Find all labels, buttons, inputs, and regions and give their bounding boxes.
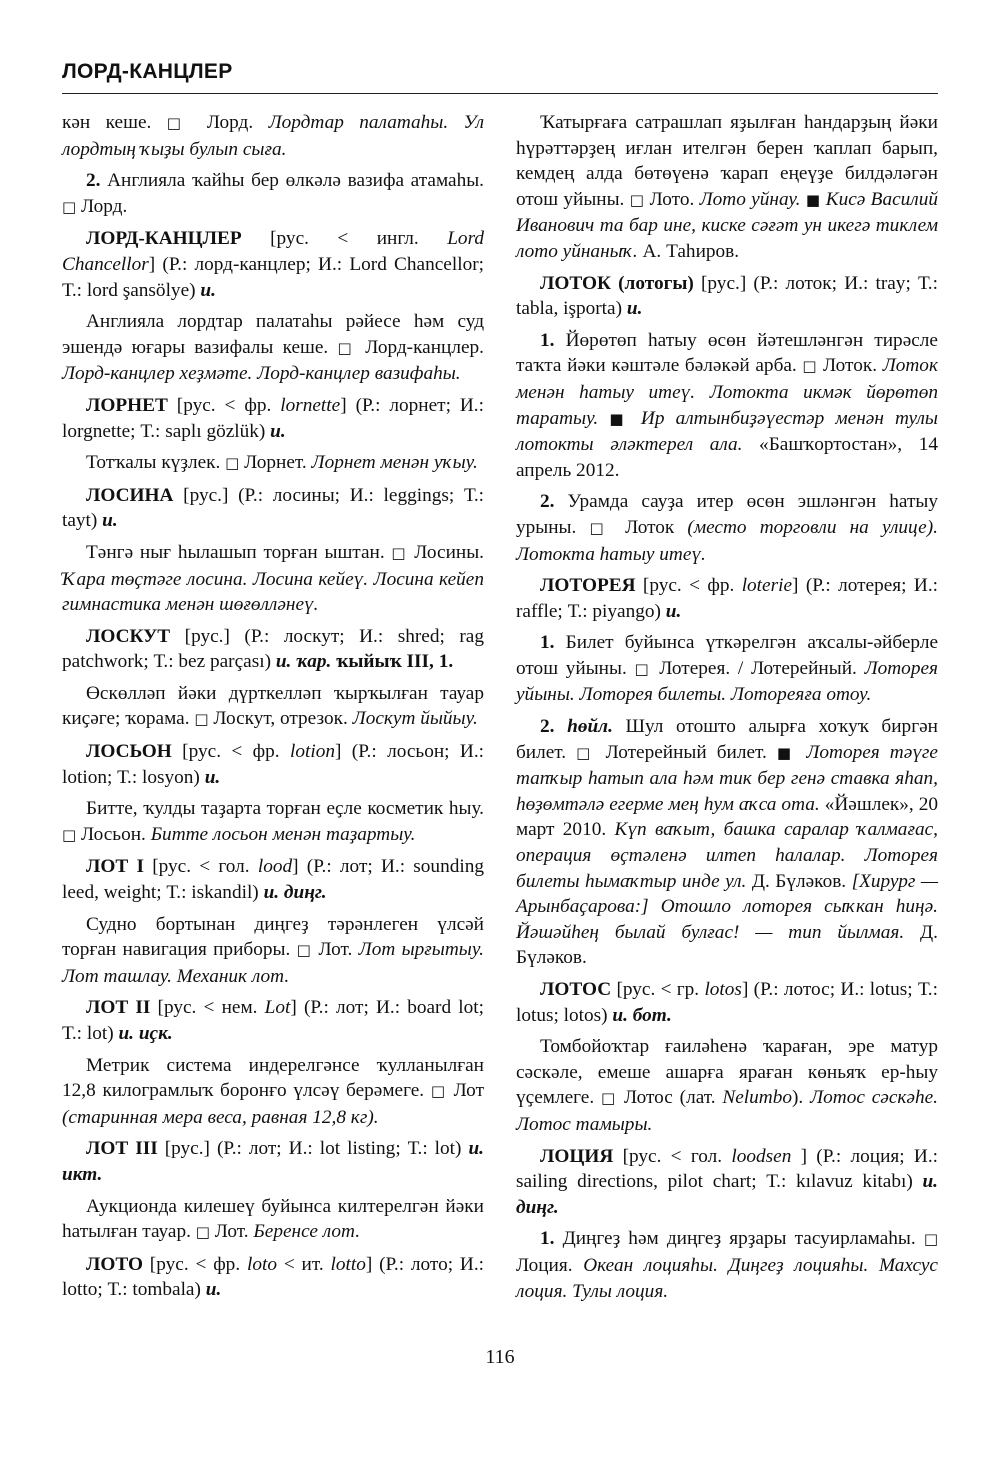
box-symbol: □ [194, 710, 209, 729]
headword: ЛОСИНА [86, 484, 174, 506]
box-symbol: □ [923, 1230, 938, 1249]
running-head: ЛОРД-КАНЦЛЕР [62, 60, 233, 83]
sense-1: 1. Билет буйынса үткәрелгән аҡсалы-әйберле отош уйыны. □ Лотерея. / Лотерейный. Лоторея уйыны. Лоторея билеты. Лотореяға отоу. [516, 632, 938, 706]
sense-1: 1. Диңгеҙ һәм диңгеҙ ярҙары тасуирламаһы. □ Лоция. Океан лоцияһы. Диңгеҙ лоцияһы. Махсус лоция. Тулы лоция. [516, 1228, 938, 1302]
box-symbol: □ [589, 518, 612, 537]
definition: Ҡатырғаға сатрашлап яҙылған һандарҙың йәки һүрәттәрҙең иғлан ителгән берен ҡаплап барып, кемдең алда бөтөүенә ҡарап еңеүҙе билдәләгән отош уйыны. □ Лото. Лото уйнау. ■ Кисә Василий Иванович та бар ине, киске сәғәт ун икегә тиклем лото уйнаныҡ. А. Таһиров. [516, 112, 938, 262]
sense-1: 1. Йөрөтөп һатыу өсөн йәтешләнгән тирәсле таҡта йәки кәштәле бәләкәй арба. □ Лоток. Лоток менән һатыу итеү. Лотокта икмәк йөрөтөп таратыу. ■ Ир алтынбиҙәүестәр менән тулы лотокты әләктерел ала. «Башҡортостан», 14 апрель 2012. [516, 329, 938, 481]
headword: ЛОТ I [86, 856, 144, 878]
entry-lot-1: ЛОТ I [рус. < гол. lood] (Р.: лот; И.: sounding leed, weight; Т.: iskandil) и. диңг. [62, 856, 484, 904]
definition: Битте, ҡулды таҙарта торған еҫле косметик һыу. □ Лосьон. Битте лосьон менән таҙартыу. [62, 798, 484, 845]
headword: ЛОТ II [86, 997, 151, 1019]
definition: Англияла лордтар палатаһы рәйесе һәм суд эшендә юғары вазифалы кеше. □ Лорд-канцлер. Лорд-канцлер хеҙмәте. Лорд-канцлер вазифаһы. [62, 311, 484, 385]
headword: ЛОРНЕТ [86, 394, 168, 416]
headword: ЛОТОК (лотогы) [540, 272, 694, 294]
entry-lord-kantsler: ЛОРД-КАНЦЛЕР [рус. < ингл. Lord Chancellor] (Р.: лорд-канцлер; И.: Lord Chancellor; Т.: lord şansölye) и. [62, 228, 484, 301]
entry-lotsiya: ЛОЦИЯ [рус. < гол. loodsen ] (Р.: лоция; И.: sailing directions, pilot chart; Т.: kılavuz kitabı) и. диңг. [516, 1145, 938, 1218]
sense-2: 2. Урамда сауҙа итер өсөн эшләнгән һатыу урыны. □ Лоток (место торговли на улице). Лотокта һатыу итеү. [516, 491, 938, 565]
headword: ЛОСКУТ [86, 625, 171, 647]
sense-2: 2. Англияла ҡайһы бер өлкәлә вазифа атамаһы. □ Лорд. [62, 170, 484, 217]
page-number: 116 [485, 1346, 515, 1368]
entry-loskut: ЛОСКУТ [рус.] (Р.: лоскут; И.: shred; rag patchwork; Т.: bez parçası) и. ҡар. ҡыйыҡ III, 1. [62, 625, 484, 673]
entry-losina: ЛОСИНА [рус.] (Р.: лосины; И.: leggings; Т.: tayt) и. [62, 484, 484, 532]
headword: ЛОТ III [86, 1138, 158, 1160]
entry-text: кән кеше. □ Лорд. Лордтар палатаһы. Ул лордтың ҡыҙы булып сыға. [62, 112, 484, 160]
headword: ЛОСЬОН [86, 741, 172, 763]
headword: ЛОТОРЕЯ [540, 575, 636, 597]
square-symbol: ■ [776, 743, 797, 762]
box-symbol: □ [62, 197, 77, 216]
entry-loto: ЛОТО [рус. < фр. loto < ит. lotto] (Р.: лото; И.: lotto; Т.: tombala) и. [62, 1253, 485, 1301]
left-column [62, 110, 484, 1309]
right-column [516, 110, 938, 1310]
definition: Судно бортынан диңгеҙ тәрәнлеген үлсәй торған навигация приборы. □ Лот. Лот ырғытыу. Лот ташлау. Механик лот. [62, 913, 484, 987]
headword: ЛОТОС [540, 979, 612, 1000]
sense-2: 2. һөйл. Шул отошто алырға хоҡуҡ биргән билет. □ Лотерейный билет. ■ Лоторея тәүге тапҡыр һатып ала һәм тик бер генә ставка яһап, һөҙөмтәлә егерме мең һум аҡса ота. «Йәшлек», 20 март 2010. Күп ваҡыт, башка саралар ҡалмағас, операция өҫтәленә илтеп һалалар. Лоторея билеты һымаҡтыр инде ул. Д. Бүләков. [Хирург — Арынбаҫарова:] Отошло лоторея сыҡкан һиңә. Йәшәйһең былай булғас! — тип йылмая. Д. Бүләков. [516, 716, 939, 969]
square-symbol: ■ [805, 190, 821, 209]
box-symbol: □ [166, 114, 192, 132]
box-symbol: □ [296, 941, 313, 960]
box-symbol: □ [337, 338, 357, 357]
entry-lot-2: ЛОТ II [рус. < нем. Lot] (Р.: лот; И.: board lot; Т.: lot) и. иҫк. [62, 997, 484, 1044]
box-symbol: □ [430, 1082, 447, 1101]
box-symbol: □ [576, 743, 596, 762]
box-symbol: □ [629, 190, 645, 209]
box-symbol: □ [634, 659, 652, 678]
headword: ЛОТО [86, 1253, 143, 1275]
entry-loson: ЛОСЬОН [рус. < фр. lotion] (Р.: лосьон; И.: lotion; Т.: losyon) и. [62, 741, 484, 788]
box-symbol: □ [391, 543, 408, 562]
definition: Томбойоҡтар ғаиләһенә ҡараған, эре матур сәскәле, емеше ашарға яраған көньяҡ ер-һыу үҫемлеге. □ Лотос (лат. Nelumbo). Лотос сәскәһе. Лотос тамыры. [516, 1036, 938, 1135]
entry-lotok: ЛОТОК (лотогы) [рус.] (Р.: лоток; И.: tray; Т.: tabla, işporta) и. [516, 272, 938, 320]
entry-lot-3: ЛОТ III [рус.] (Р.: лот; И.: lot listing; Т.: lot) и. икт. [62, 1138, 484, 1185]
entry-loroteya: ЛОТОРЕЯ [рус. < фр. loterie] (Р.: лотерея; И.: raffle; Т.: piyango) и. [516, 575, 939, 622]
box-symbol: □ [802, 357, 818, 376]
headword: ЛОРД-КАНЦЛЕР [86, 228, 242, 250]
box-symbol: □ [601, 1089, 618, 1108]
box-symbol: □ [225, 454, 240, 473]
definition: Тәнгә нығ һылашып торған ыштан. □ Лосины. Ҡара төҫтәге лосина. Лосина кейеү. Лосина кейеп гимнастика менән шөғөлләнеү. [62, 541, 484, 616]
square-symbol: ■ [609, 409, 630, 428]
definition: Өскөлләп йәки дүрткелләп ҡырҡылған тауар киҫәге; ҡорама. □ Лоскут, отрезок. Лоскут йыйыу. [62, 682, 484, 730]
definition: Тотҡалы күҙлек. □ Лорнет. Лорнет менән уҡыу. [86, 452, 478, 474]
header-rule [62, 93, 938, 94]
box-symbol: □ [195, 1223, 210, 1242]
definition: Аукционда килешеү буйынса килтерелгән йәки һатылған тауар. □ Лот. Беренсе лот. [62, 1195, 484, 1243]
definition: Метрик система индерелгәнсе ҡулланылған 12,8 килограмлыҡ боронғо үлсәү берәмеге. □ Лот (старинная мера веса, равная 12,8 кг). [62, 1054, 484, 1128]
headword: ЛОЦИЯ [540, 1145, 614, 1167]
entry-lotos: ЛОТОС [рус. < гр. lotos] (Р.: лотос; И.: lotus; Т.: lotus; lotos) и. бот. [516, 979, 938, 1026]
box-symbol: □ [62, 825, 77, 844]
entry-lornet: ЛОРНЕТ [рус. < фр. lornette] (Р.: лорнет; И.: lorgnette; Т.: saplı gözlük) и. [62, 394, 484, 442]
